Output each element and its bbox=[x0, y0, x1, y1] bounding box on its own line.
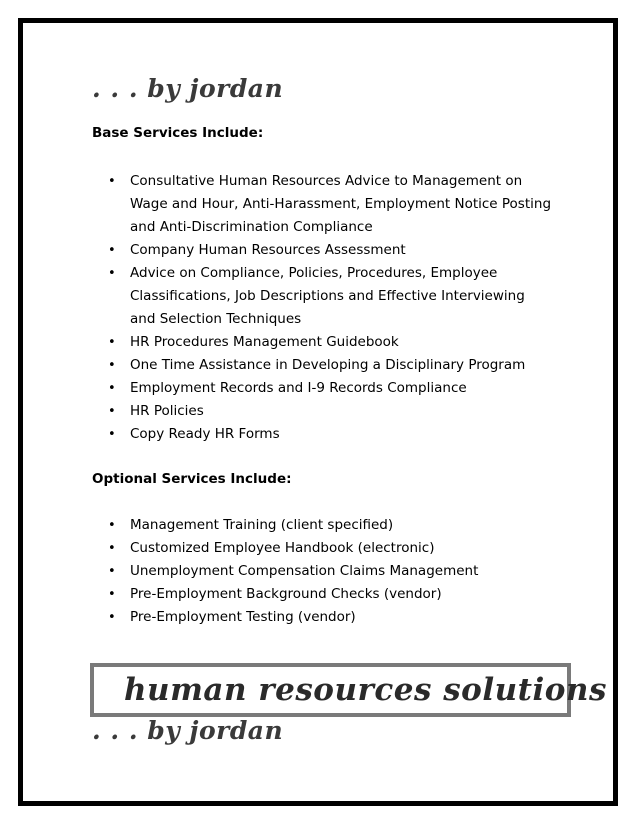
bullet-icon: • bbox=[108, 587, 116, 602]
list-item bbox=[92, 262, 552, 331]
bullet-icon: • bbox=[108, 174, 116, 189]
list-item-text: HR Procedures Management Guidebook bbox=[130, 334, 399, 350]
list-item bbox=[92, 560, 552, 583]
list-item-text: Pre-Employment Testing (vendor) bbox=[130, 609, 356, 625]
list-item-text: Management Training (client specified) bbox=[130, 517, 394, 533]
bullet-icon: • bbox=[108, 610, 116, 625]
bullet-icon: • bbox=[108, 358, 116, 373]
list-item-text: Company Human Resources Assessment bbox=[130, 242, 406, 258]
list-item bbox=[92, 423, 552, 446]
list-item bbox=[92, 170, 552, 239]
bullet-icon: • bbox=[108, 335, 116, 350]
brand-banner-text: human resources solutions bbox=[124, 672, 607, 708]
base-services-title: Base Services Include: bbox=[92, 125, 264, 141]
list-item-text: HR Policies bbox=[130, 403, 204, 419]
optional-services-list bbox=[92, 514, 552, 629]
bullet-icon: • bbox=[108, 541, 116, 556]
list-item-text: Unemployment Compensation Claims Management bbox=[130, 563, 479, 579]
bullet-icon: • bbox=[108, 518, 116, 533]
list-item-text: Employment Records and I-9 Records Compliance bbox=[130, 380, 467, 396]
list-item bbox=[92, 583, 552, 606]
bullet-icon: • bbox=[108, 404, 116, 419]
bullet-icon: • bbox=[108, 381, 116, 396]
list-item bbox=[92, 239, 552, 262]
bullet-icon: • bbox=[108, 427, 116, 442]
list-item bbox=[92, 400, 552, 423]
list-item-text: Advice on Compliance, Policies, Procedures, Employee Classifications, Job Descriptions and Effective Interviewing and Selection Techniques bbox=[130, 265, 525, 327]
list-item-text: Pre-Employment Background Checks (vendor) bbox=[130, 586, 442, 602]
list-item-text: Customized Employee Handbook (electronic) bbox=[130, 540, 435, 556]
list-item bbox=[92, 331, 552, 354]
brand-banner bbox=[90, 663, 607, 717]
list-item bbox=[92, 606, 552, 629]
list-item-text: One Time Assistance in Developing a Disciplinary Program bbox=[130, 357, 526, 373]
bullet-icon: • bbox=[108, 564, 116, 579]
optional-services-title: Optional Services Include: bbox=[92, 471, 292, 487]
list-item bbox=[92, 537, 552, 560]
list-item bbox=[92, 514, 552, 537]
bullet-icon: • bbox=[108, 243, 116, 258]
list-item bbox=[92, 377, 552, 400]
list-item-text: Copy Ready HR Forms bbox=[130, 426, 280, 442]
footer-byline: . . . by jordan bbox=[92, 716, 284, 745]
list-item-text: Consultative Human Resources Advice to Management on Wage and Hour, Anti-Harassment, Employment Notice Posting and Anti-Discrimination Compliance bbox=[130, 173, 552, 235]
list-item bbox=[92, 354, 552, 377]
base-services-list bbox=[92, 170, 552, 446]
bullet-icon: • bbox=[108, 266, 116, 281]
header-byline: . . . by jordan bbox=[92, 74, 284, 103]
